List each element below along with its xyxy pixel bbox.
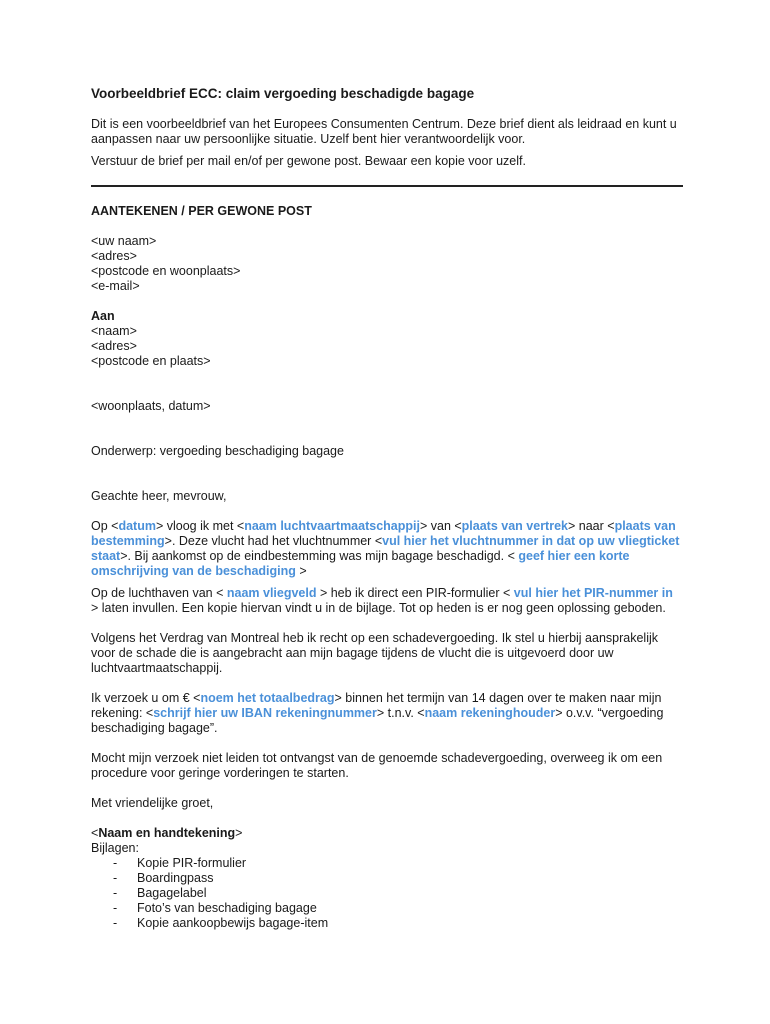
signature [91,826,683,841]
attachments-label: Bijlagen: [91,841,139,855]
salutation: Geachte heer, mevrouw, [91,489,227,503]
text-segment: > naar < [567,519,615,533]
text-segment: > [235,826,243,840]
list-dash: - [113,901,118,915]
placeholder-account-holder: naam rekeninghouder [424,706,556,720]
letter-content [91,86,683,931]
text-segment: Op de luchthaven van < [91,586,227,600]
body-paragraph-payment [91,691,683,736]
list-dash: - [113,856,118,870]
text-segment: < [91,826,99,840]
list-item [91,871,683,886]
attachment-label: Foto’s van beschadiging bagage [137,901,317,915]
attachments-list [91,856,683,931]
list-dash: - [113,871,118,885]
instruction-paragraph: Verstuur de brief per mail en/of per gewone post. Bewaar een kopie voor uzelf. [91,154,526,168]
text-segment: > vloog ik met < [155,519,245,533]
horizontal-divider [91,185,683,187]
placeholder-iban: schrijf hier uw IBAN rekeningnummer [153,706,377,720]
recipient-postcode-city: <postcode en plaats> [91,354,211,368]
placeholder-pir-number: vul hier het PIR-nummer in [513,586,673,600]
body-paragraph-flight [91,519,683,579]
recipient-name: <naam> [91,324,137,338]
body-paragraph-montreal: Volgens het Verdrag van Montreal heb ik recht op een schadevergoeding. Ik stel u hierbij aansprakelijk voor de schade die is aangebracht aan mijn bagage tijdens de vlucht die is uitgevoerd door uw luchtvaartmaatschappij. [91,631,659,675]
list-dash: - [113,916,118,930]
list-item [91,916,683,931]
subject-line: Onderwerp: vergoeding beschadiging bagage [91,444,344,458]
attachment-label: Kopie PIR-formulier [137,856,247,870]
intro-paragraph: Dit is een voorbeeldbrief van het Europees Consumenten Centrum. Deze brief dient als leidraad en kunt u aanpassen naar uw persoonlijke situatie. Uzelf bent hier verantwoordelijk voor. [91,117,677,146]
recipient-address-line: <adres> [91,339,137,353]
text-segment: >. Deze vlucht had het vluchtnummer < [164,534,383,548]
place-date: <woonplaats, datum> [91,399,211,413]
text-segment: > t.n.v. < [376,706,425,720]
sender-name: <uw naam> [91,234,157,248]
list-item [91,856,683,871]
recipient-address [91,309,683,369]
signature-label: Naam en handtekening [98,826,236,840]
attachment-label: Boardingpass [137,871,214,885]
placeholder-departure: plaats van vertrek [461,519,568,533]
text-segment: > heb ik direct een PIR-formulier < [316,586,514,600]
placeholder-damage-description: geef hier een korte omschrijving van de beschadiging [91,549,630,578]
sender-email: <e-mail> [91,279,140,293]
sender-postcode-city: <postcode en woonplaats> [91,264,241,278]
recipient-label: Aan [91,309,115,323]
placeholder-date: datum [118,519,156,533]
document-title: Voorbeeldbrief ECC: claim vergoeding beschadigde bagage [91,86,475,101]
list-item [91,901,683,916]
text-segment: Ik verzoek u om € < [91,691,201,705]
placeholder-total-amount: noem het totaalbedrag [200,691,335,705]
placeholder-flight-number: vul hier het vluchtnummer in dat op uw vliegticket staat [91,534,680,563]
body-paragraph-procedure: Mocht mijn verzoek niet leiden tot ontvangst van de genoemde schadevergoeding, overweeg ik om een procedure voor geringe vorderingen te starten. [91,751,663,780]
placeholder-destination: plaats van bestemming [91,519,676,548]
text-segment: > laten invullen. Een kopie hiervan vindt u in de bijlage. Tot op heden is er nog geen oplossing geboden. [91,601,666,615]
sender-address-line: <adres> [91,249,137,263]
text-segment: > [295,564,307,578]
list-dash: - [113,886,118,900]
sender-address [91,234,683,294]
placeholder-airline: naam luchtvaartmaatschappij [244,519,420,533]
body-paragraph-pir [91,586,683,616]
text-segment: > binnen het termijn van 14 dagen over te maken naar mijn rekening: < [91,691,662,720]
attachment-label: Bagagelabel [137,886,207,900]
closing: Met vriendelijke groet, [91,796,214,810]
text-segment: > o.v.v. “vergoeding beschadiging bagage”. [91,706,664,735]
text-segment: > van < [419,519,462,533]
placeholder-airport: naam vliegveld [226,586,317,600]
attachment-label: Kopie aankoopbewijs bagage-item [137,916,329,930]
list-item [91,886,683,901]
shipping-method: AANTEKENEN / PER GEWONE POST [91,204,312,218]
text-segment: Op < [91,519,119,533]
text-segment: >. Bij aankomst op de eindbestemming was mijn bagage beschadigd. < [120,549,519,563]
